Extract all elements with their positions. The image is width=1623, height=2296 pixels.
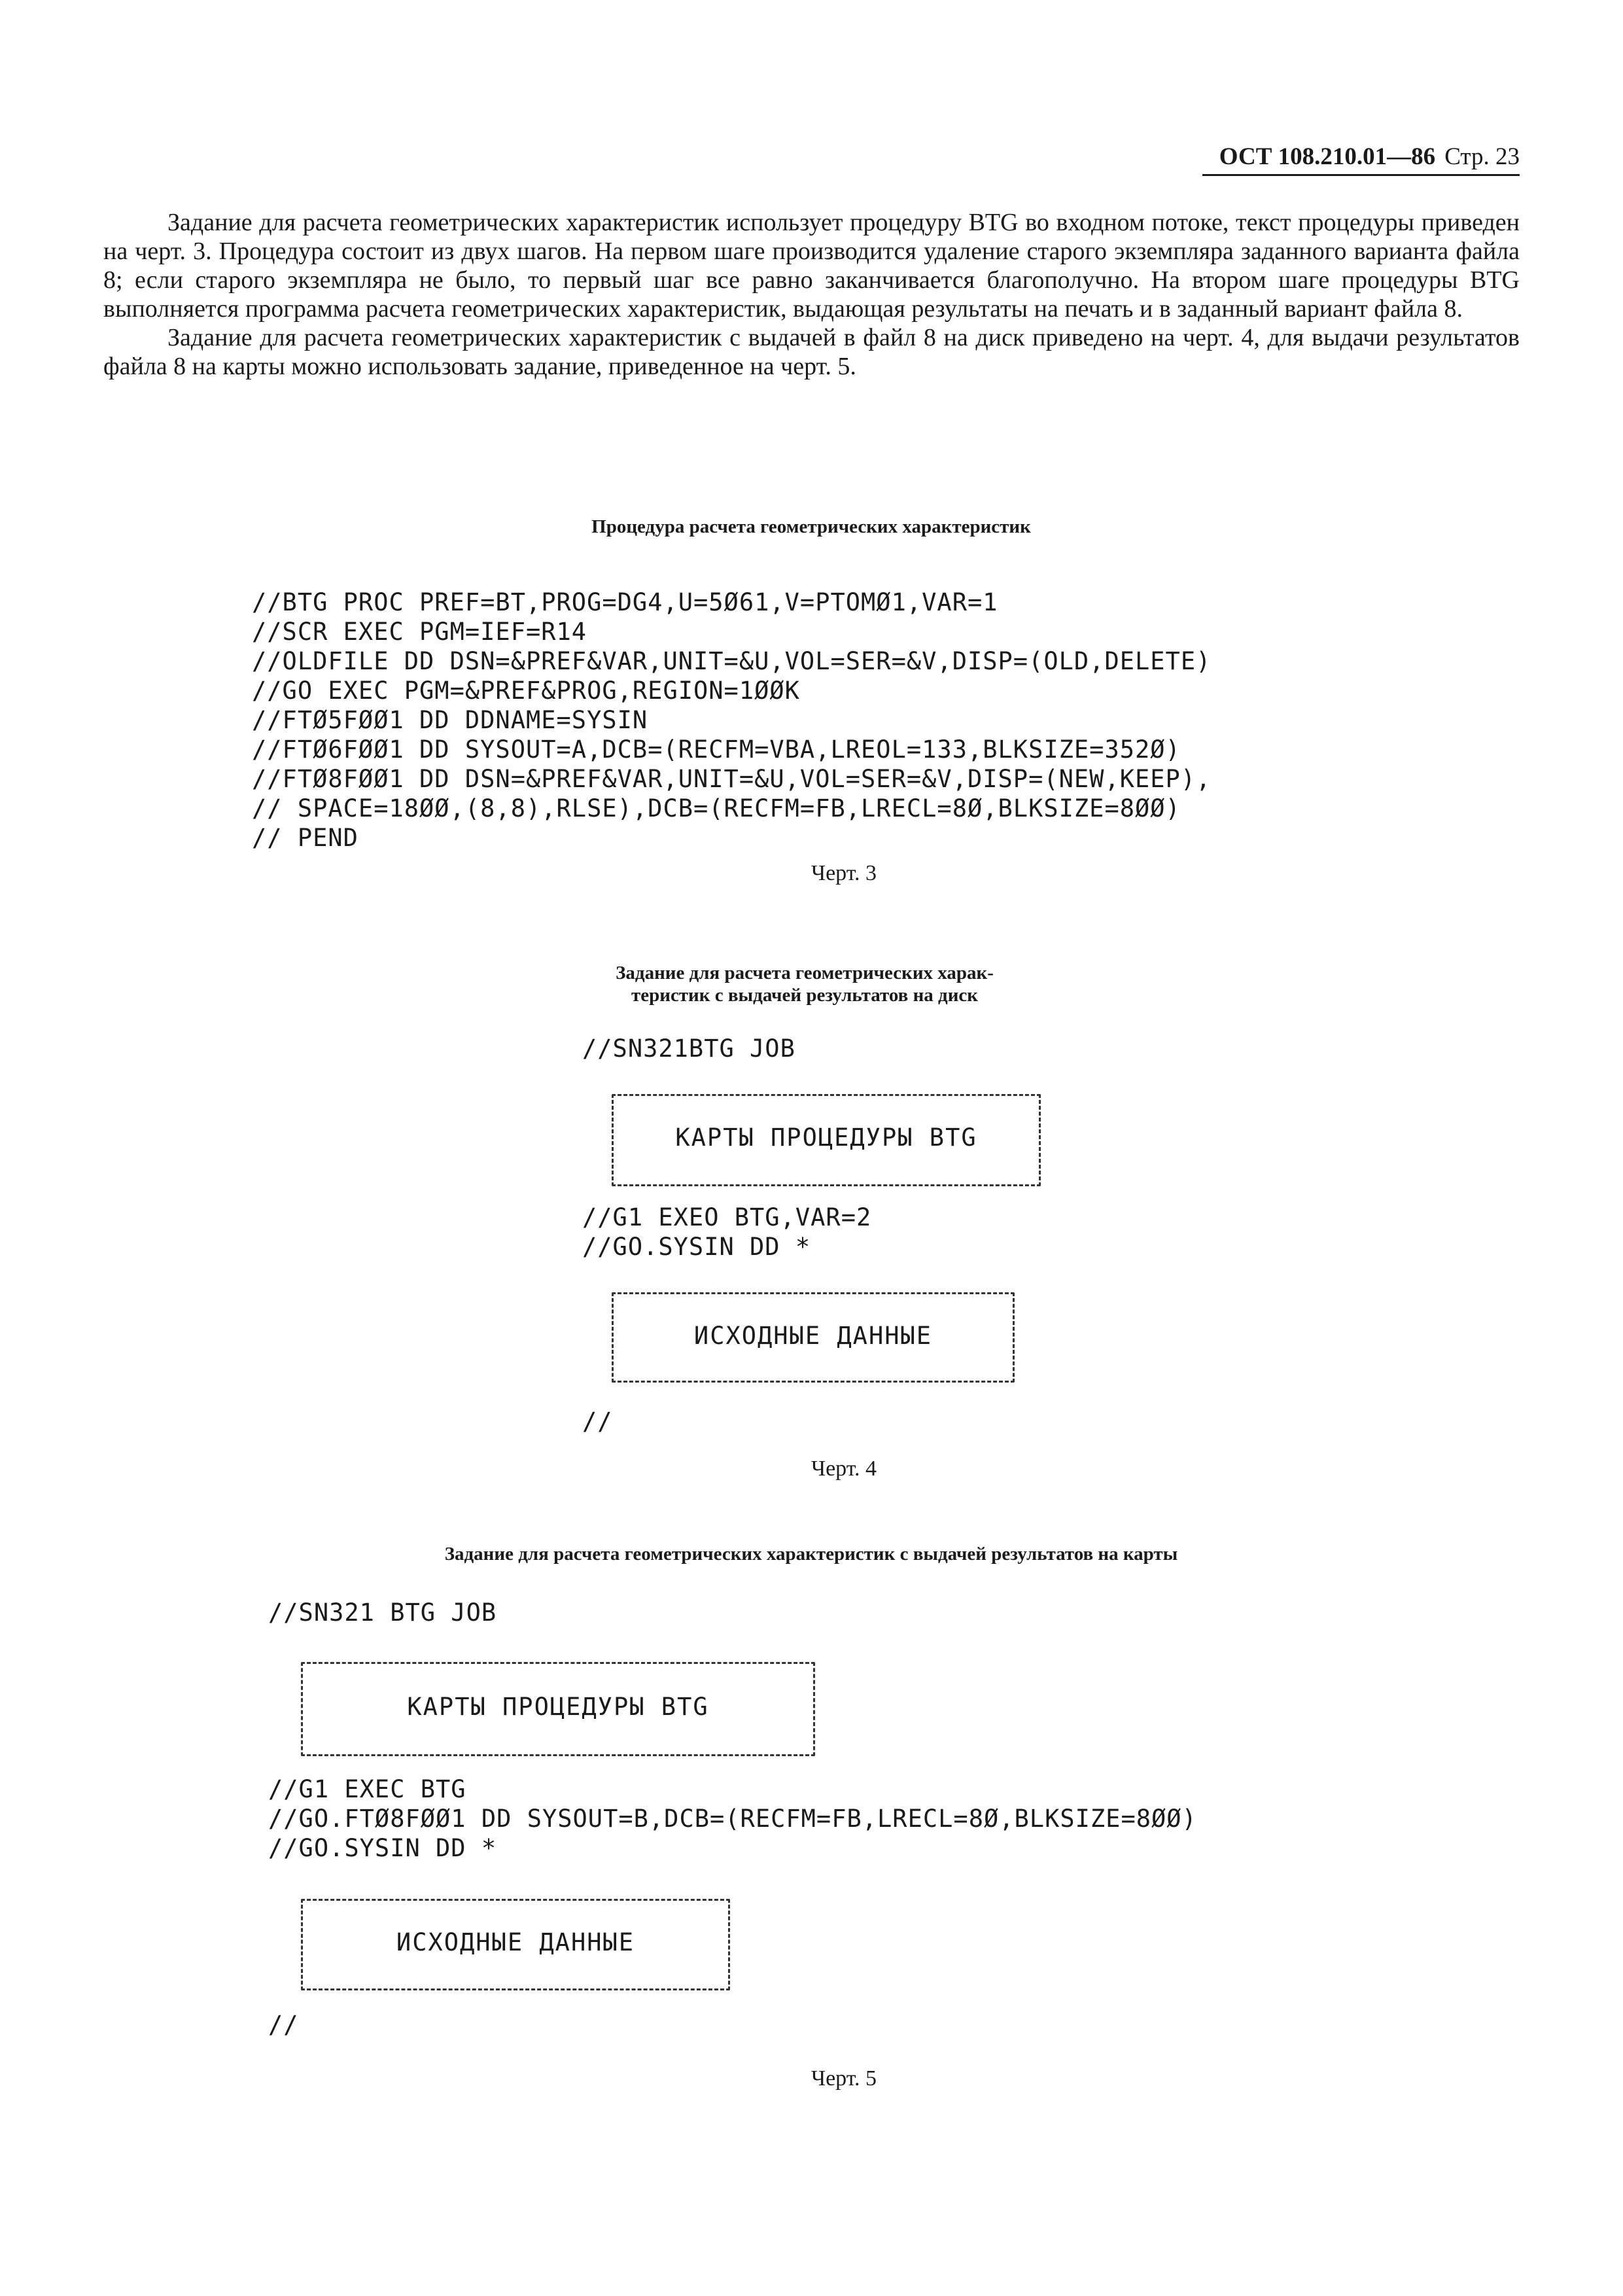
figure5-procedure-cards-box bbox=[301, 1662, 815, 1756]
figure3-code: //BTG PROC PREF=BT,PROG=DG4,U=5Ø61,V=PTOMØ1,VAR=1 //SCR EXEC PGM=IEF=R14 //OLDFILE DD DSN=&PREF&VAR,UNIT=&U,VOL=SER=&V,DISP=(OLD,DELETE) //GO EXEC PGM=&PREF&PROG,REGION=1ØØK //FTØ5FØØ1 DD DDNAME=SYSIN //FTØ6FØØ1 DD SYSOUT=A,DCB=(RECFM=VBA,LREOL=133,BLKSIZE=352Ø) //FTØ8FØØ1 DD DSN=&PREF&VAR,UNIT=&U,VOL=SER=&V,DISP=(NEW,KEEP), // SPACE=18ØØ,(8,8),RLSE),DCB=(RECFM=FB,LRECL=8Ø,BLKSIZE=8ØØ) // PEND bbox=[252, 588, 1212, 852]
page-number: Стр. 23 bbox=[1444, 143, 1520, 170]
figure4-job-line: //SN321BTG JOB bbox=[582, 1034, 795, 1063]
figure3-caption: Процедура расчета геометрических характеристик bbox=[591, 516, 1031, 537]
page-header bbox=[1202, 143, 1520, 171]
figure4-exec-lines: //G1 EXEO BTG,VAR=2 //GO.SYSIN DD * bbox=[582, 1203, 872, 1261]
figure4-caption bbox=[504, 962, 1106, 1006]
standard-number: ОСТ 108.210.01—86 bbox=[1219, 143, 1436, 170]
figure4-procedure-cards-box bbox=[612, 1094, 1041, 1186]
figure4-input-data-label: ИСХОДНЫЕ ДАННЫЕ bbox=[693, 1322, 933, 1350]
figure5-job-line: //SN321 BTG JOB bbox=[268, 1598, 497, 1627]
figure4-caption-line2: теристик с выдачей результатов на диск bbox=[631, 985, 978, 1006]
figure5-procedure-cards-label: КАРТЫ ПРОЦЕДУРЫ BTG bbox=[407, 1693, 709, 1721]
paragraph-1: Задание для расчета геометрических характеристик использует процедуру BTG во входном потоке, текст процедуры приведен на черт. 3. Процедура состоит из двух шагов. На первом шаге производится удаление старого экземпляра заданного варианта файла 8; если старого экземпляра не было, то первый шаг все равно заканчивается благополучно. На втором шаге процедуры BTG выполняется программа расчета геометрических характеристик, выдающая результаты на печать и в заданный вариант файла 8. bbox=[103, 209, 1520, 323]
paragraph-2: Задание для расчета геометрических характеристик с выдачей в файл 8 на диск приведено на черт. 4, для выдачи результатов файла 8 на карты можно использовать задание, приведенное на черт. 5. bbox=[103, 324, 1520, 380]
figure5-exec-lines: //G1 EXEC BTG //GO.FTØ8FØØ1 DD SYSOUT=B,DCB=(RECFM=FB,LRECL=8Ø,BLKSIZE=8ØØ) //GO.SYSIN DD * bbox=[268, 1775, 1197, 1862]
figure5-input-data-label: ИСХОДНЫЕ ДАННЫЕ bbox=[396, 1928, 635, 1956]
figure4-procedure-cards-label: КАРТЫ ПРОЦЕДУРЫ BTG bbox=[675, 1123, 977, 1152]
figure5-end-line: // bbox=[268, 2011, 299, 2039]
figure4-input-data-box bbox=[612, 1292, 1015, 1383]
header-rule bbox=[1202, 174, 1520, 176]
figure4-caption-line1: Задание для расчета геометрических харак- bbox=[616, 963, 994, 983]
figure5-label: Черт. 5 bbox=[811, 2066, 877, 2091]
figure5-caption: Задание для расчета геометрических характеристик с выдачей результатов на карты bbox=[444, 1544, 1178, 1564]
figure4-end-line: // bbox=[582, 1407, 613, 1436]
figure3-label: Черт. 3 bbox=[811, 861, 877, 885]
figure5-input-data-box bbox=[301, 1899, 730, 1990]
figure4-label: Черт. 4 bbox=[811, 1457, 877, 1481]
body-text bbox=[103, 208, 1520, 381]
